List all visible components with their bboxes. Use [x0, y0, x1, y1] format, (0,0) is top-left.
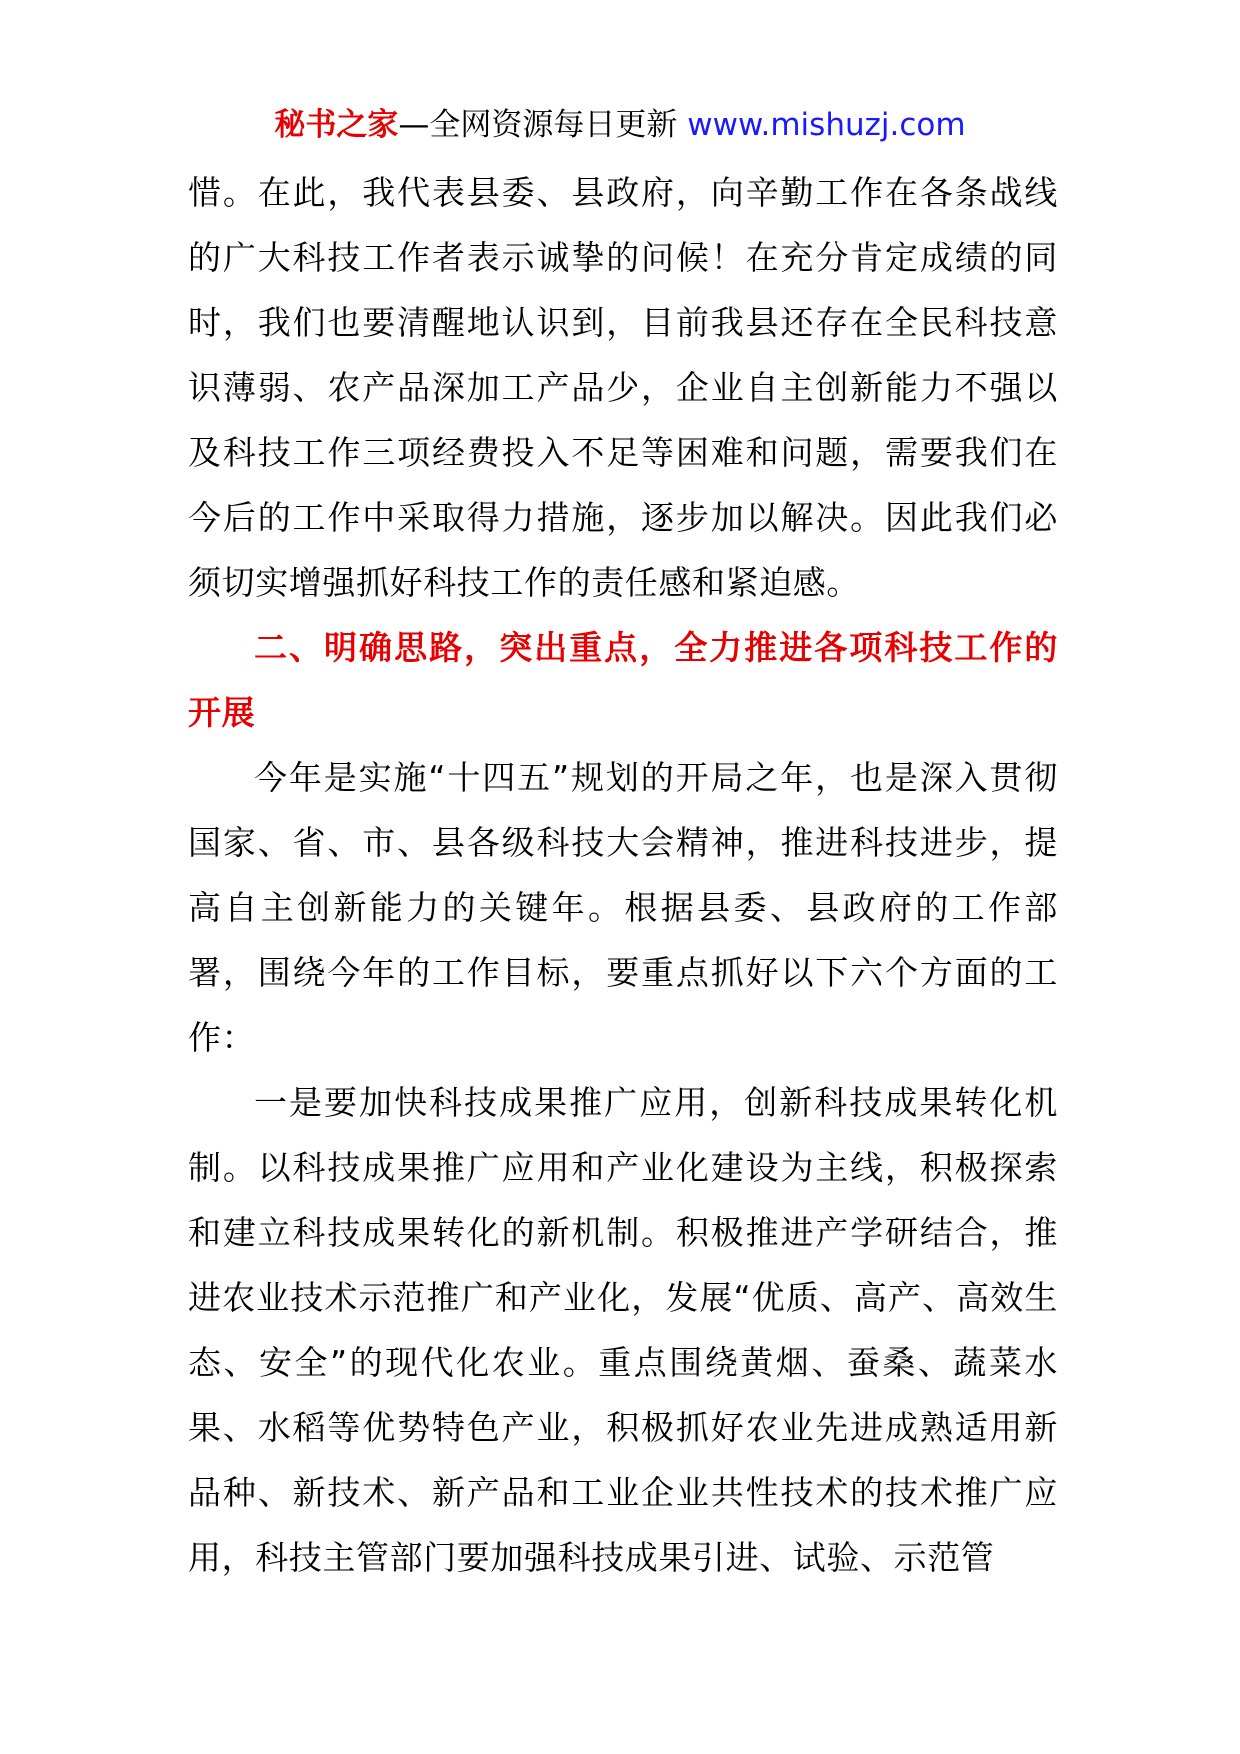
- document-body: [188, 160, 1058, 1590]
- site-brand: 秘书之家: [274, 107, 399, 143]
- site-tagline: —全网资源每日更新: [398, 107, 688, 143]
- site-header: [0, 100, 1240, 150]
- section-heading: 二、明确思路，突出重点，全力推进各项科技工作的开展: [188, 628, 1058, 732]
- body-paragraph-item-one: 一是要加快科技成果推广应用，创新科技成果转化机制。以科技成果推广应用和产业化建设为主线，积极探索和建立科技成果转化的新机制。积极推进产学研结合，推进农业技术示范推广和产业化，发展“优质、高产、高效生态、安全”的现代化农业。重点围绕黄烟、蚕桑、蔬菜水果、水稻等优势特色产业，积极抓好农业先进成熟适用新品种、新技术、新产品和工业企业共性技术的技术推广应用，科技主管部门要加强科技成果引进、试验、示范管: [188, 1083, 1058, 1577]
- body-paragraph-intro: 今年是实施“十四五”规划的开局之年，也是深入贯彻国家、省、市、县各级科技大会精神，推进科技进步，提高自主创新能力的关键年。根据县委、县政府的工作部署，围绕今年的工作目标，要重点抓好以下六个方面的工作：: [188, 758, 1058, 1057]
- site-url-link[interactable]: www.mishuzj.com: [687, 107, 966, 143]
- body-paragraph-continuation: 惜。在此，我代表县委、县政府，向辛勤工作在各条战线的广大科技工作者表示诚挚的问候！在充分肯定成绩的同时，我们也要清醒地认识到，目前我县还存在全民科技意识薄弱、农产品深加工产品少，企业自主创新能力不强以及科技工作三项经费投入不足等困难和问题，需要我们在今后的工作中采取得力措施，逐步加以解决。因此我们必须切实增强抓好科技工作的责任感和紧迫感。: [188, 173, 1058, 602]
